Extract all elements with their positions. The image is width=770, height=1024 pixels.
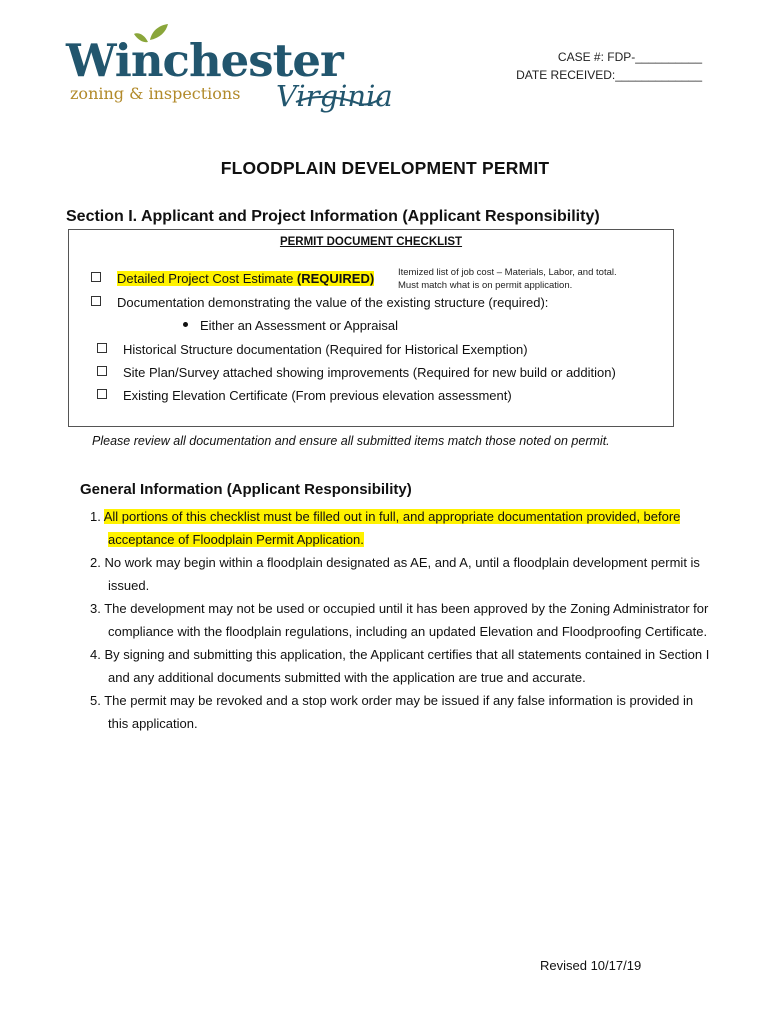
cost-estimate-note: Itemized list of job cost – Materials, Labor, and total. Must match what is on permit application. [398,267,617,291]
checklist-item-historical: Historical Structure documentation (Required for Historical Exemption) [97,342,528,358]
logo-tagline: zoning & inspections [70,84,241,103]
list-item: 4. By signing and submitting this application, the Applicant certifies that all statements contained in Section I and any additional documents submitted with the application are true and accurate. [90,647,710,685]
permit-checklist-box [68,229,674,427]
checklist-item-cost-estimate [91,271,374,287]
checkbox-elevation[interactable] [97,389,107,399]
general-info-heading: General Information (Applicant Responsibility) [80,481,412,498]
checkbox-structure-value[interactable] [91,296,101,306]
checklist-title: PERMIT DOCUMENT CHECKLIST [279,236,463,248]
case-number-field[interactable]: CASE #: FDP-__________ [557,50,702,64]
checkbox-site-plan[interactable] [97,366,107,376]
page-title: FLOODPLAIN DEVELOPMENT PERMIT [220,158,550,178]
winchester-logo [64,22,393,122]
list-item: 1. All portions of this checklist must be filled out in full, and appropriate documentation provided, before acceptance of Floodplain Permit Application. [90,509,681,547]
bullet-icon [183,322,188,327]
list-item: 3. The development may not be used or occupied until it has been approved by the Zoning Administrator for compliance with the floodplain regulations, including an updated Elevation and Floodproofing Certificate. [90,601,709,639]
logo-wordmark: Winchester [66,34,343,87]
review-note: Please review all documentation and ensure all submitted items match those noted on permit. [92,434,610,448]
case-info [480,48,702,84]
sub-bullet-assessment: Either an Assessment or Appraisal [183,318,398,334]
list-item: 2. No work may begin within a floodplain designated as AE, and A, until a floodplain development permit is issued. [90,555,700,593]
checklist-item-structure-value: Documentation demonstrating the value of the existing structure (required): [91,295,548,311]
checkbox-historical[interactable] [97,343,107,353]
revised-date: Revised 10/17/19 [540,958,642,973]
section-heading: Section I. Applicant and Project Information (Applicant Responsibility) [66,208,600,225]
logo-script-text: Virginia [276,79,393,113]
general-info-list [90,505,710,735]
checklist-item-elevation: Existing Elevation Certificate (From previous elevation assessment) [97,388,512,404]
cost-estimate-label: Detailed Project Cost Estimate (REQUIRED) [117,271,375,286]
checkbox-cost-estimate[interactable] [91,272,101,282]
date-received-field[interactable]: DATE RECEIVED:_____________ [516,68,702,82]
list-item: 5. The permit may be revoked and a stop work order may be issued if any false information is provided in this application. [90,693,694,731]
checklist-item-site-plan: Site Plan/Survey attached showing improvements (Required for new build or addition) [97,365,616,381]
